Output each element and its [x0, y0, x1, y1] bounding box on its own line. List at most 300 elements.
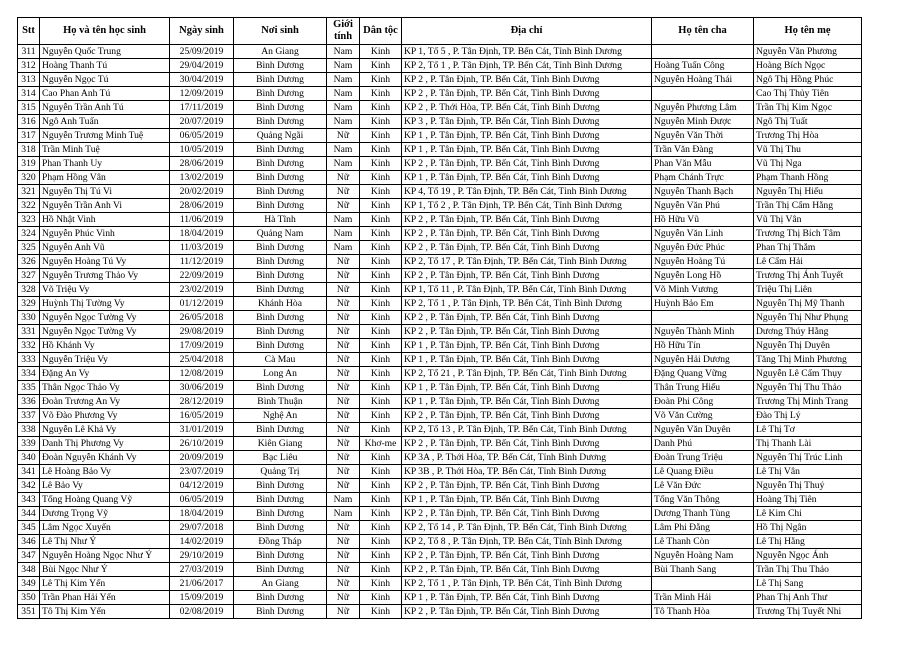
- cell-ethnicity: Kinh: [360, 423, 402, 437]
- cell-mother-name: Hoàng Thị Tiên: [754, 493, 862, 507]
- table-row: [18, 115, 862, 129]
- cell-address: KP 2 , P. Tân Định, TP. Bến Cát, Tỉnh Bình Dương: [402, 241, 652, 255]
- cell-ethnicity: Kinh: [360, 59, 402, 73]
- cell-birth-date: 29/04/2019: [170, 59, 234, 73]
- cell-birth-date: 20/02/2019: [170, 185, 234, 199]
- table-row: [18, 549, 862, 563]
- cell-gender: Nữ: [327, 437, 360, 451]
- cell-ethnicity: Kinh: [360, 493, 402, 507]
- cell-address: KP 2 , P. Tân Định, TP. Bến Cát, Tỉnh Bình Dương: [402, 507, 652, 521]
- cell-birth-date: 23/02/2019: [170, 283, 234, 297]
- cell-address: KP 2 , P. Tân Định, TP. Bến Cát, Tỉnh Bình Dương: [402, 549, 652, 563]
- cell-stt: 350: [18, 591, 40, 605]
- cell-address: KP 1 , P. Tân Định, TP. Bến Cát, Tỉnh Bình Dương: [402, 129, 652, 143]
- cell-father-name: Nguyễn Văn Duyên: [652, 423, 754, 437]
- cell-gender: Nữ: [327, 283, 360, 297]
- cell-address: KP 2 , P. Tân Định, TP. Bến Cát, Tỉnh Bình Dương: [402, 157, 652, 171]
- table-row: [18, 213, 862, 227]
- table-row: [18, 325, 862, 339]
- cell-stt: 337: [18, 409, 40, 423]
- cell-student-name: Lê Thị Như Ý: [40, 535, 170, 549]
- cell-stt: 319: [18, 157, 40, 171]
- cell-gender: Nữ: [327, 395, 360, 409]
- cell-father-name: Tô Thanh Hòa: [652, 605, 754, 619]
- cell-student-name: Võ Đào Phương Vy: [40, 409, 170, 423]
- table-row: [18, 465, 862, 479]
- cell-student-name: Trần Phan Hải Yến: [40, 591, 170, 605]
- cell-birth-date: 29/07/2018: [170, 521, 234, 535]
- cell-gender: Nữ: [327, 171, 360, 185]
- cell-gender: Nam: [327, 101, 360, 115]
- cell-father-name: Danh Phú: [652, 437, 754, 451]
- cell-mother-name: Ngô Thị Hồng Phúc: [754, 73, 862, 87]
- cell-mother-name: Trương Thị Ánh Tuyết: [754, 269, 862, 283]
- cell-student-name: Nguyễn Hoàng Ngọc Như Ý: [40, 549, 170, 563]
- cell-birth-place: Bình Dương: [234, 87, 327, 101]
- cell-gender: Nữ: [327, 577, 360, 591]
- cell-student-name: Hồ Khánh Vy: [40, 339, 170, 353]
- cell-address: KP 2, Tổ 17 , P. Tân Định, TP. Bến Cát, Tỉnh Bình Dương: [402, 255, 652, 269]
- cell-student-name: Nguyễn Trần Anh Vi: [40, 199, 170, 213]
- cell-student-name: Nguyễn Ngọc Tường Vy: [40, 311, 170, 325]
- cell-mother-name: Hoàng Bích Ngọc: [754, 59, 862, 73]
- cell-father-name: Trần Văn Đàng: [652, 143, 754, 157]
- cell-father-name: Võ Minh Vương: [652, 283, 754, 297]
- cell-gender: Nữ: [327, 563, 360, 577]
- cell-stt: 318: [18, 143, 40, 157]
- table-row: [18, 339, 862, 353]
- cell-ethnicity: Kinh: [360, 367, 402, 381]
- cell-student-name: Nguyễn Ngọc Tú: [40, 73, 170, 87]
- cell-address: KP 2, Tổ 1 , P. Tân Định, TP. Bến Cát, Tỉnh Bình Dương: [402, 577, 652, 591]
- cell-ethnicity: Kinh: [360, 185, 402, 199]
- cell-birth-place: Bình Dương: [234, 185, 327, 199]
- cell-birth-date: 11/12/2019: [170, 255, 234, 269]
- cell-student-name: Võ Triệu Vy: [40, 283, 170, 297]
- cell-mother-name: Phạm Thanh Hồng: [754, 171, 862, 185]
- cell-gender: Nam: [327, 213, 360, 227]
- cell-stt: 327: [18, 269, 40, 283]
- cell-birth-date: 20/07/2019: [170, 115, 234, 129]
- cell-address: KP 2 , P. Tân Định, TP. Bến Cát, Tỉnh Bình Dương: [402, 605, 652, 619]
- cell-father-name: Nguyễn Đức Phúc: [652, 241, 754, 255]
- cell-address: KP 2 , P. Tân Định, TP. Bến Cát, Tỉnh Bình Dương: [402, 437, 652, 451]
- cell-ethnicity: Kinh: [360, 451, 402, 465]
- cell-gender: Nữ: [327, 479, 360, 493]
- cell-birth-place: Bình Dương: [234, 143, 327, 157]
- cell-birth-place: An Giang: [234, 577, 327, 591]
- cell-student-name: Đặng An Vy: [40, 367, 170, 381]
- cell-student-name: Ngô Anh Tuấn: [40, 115, 170, 129]
- cell-gender: Nữ: [327, 185, 360, 199]
- cell-father-name: Lê Thanh Còn: [652, 535, 754, 549]
- cell-stt: 329: [18, 297, 40, 311]
- cell-ethnicity: Kinh: [360, 269, 402, 283]
- cell-ethnicity: Kinh: [360, 227, 402, 241]
- table-row: [18, 129, 862, 143]
- cell-mother-name: Lê Kim Chi: [754, 507, 862, 521]
- cell-mother-name: Nguyễn Ngọc Ánh: [754, 549, 862, 563]
- cell-ethnicity: Kinh: [360, 87, 402, 101]
- cell-gender: Nam: [327, 157, 360, 171]
- cell-address: KP 1 , P. Tân Định, TP. Bến Cát, Tỉnh Bình Dương: [402, 493, 652, 507]
- cell-mother-name: Phan Thị Anh Thư: [754, 591, 862, 605]
- cell-address: KP 1 , P. Tân Định, TP. Bến Cát, Tỉnh Bình Dương: [402, 381, 652, 395]
- table-row: [18, 283, 862, 297]
- cell-gender: Nữ: [327, 269, 360, 283]
- cell-father-name: Nguyễn Văn Linh: [652, 227, 754, 241]
- cell-ethnicity: Kinh: [360, 465, 402, 479]
- table-row: [18, 227, 862, 241]
- cell-ethnicity: Kinh: [360, 339, 402, 353]
- table-row: [18, 241, 862, 255]
- cell-birth-place: Bình Dương: [234, 59, 327, 73]
- cell-address: KP 2 , P. Tân Định, TP. Bến Cát, Tỉnh Bình Dương: [402, 87, 652, 101]
- cell-student-name: Cao Phan Anh Tú: [40, 87, 170, 101]
- cell-birth-date: 22/09/2019: [170, 269, 234, 283]
- cell-stt: 347: [18, 549, 40, 563]
- cell-address: KP 1 , P. Tân Định, TP. Bến Cát, Tỉnh Bình Dương: [402, 591, 652, 605]
- cell-mother-name: Nguyễn Thị Duyên: [754, 339, 862, 353]
- cell-birth-place: Bình Dương: [234, 563, 327, 577]
- cell-student-name: Nguyễn Quốc Trung: [40, 45, 170, 59]
- col-header-address: Địa chỉ: [402, 18, 652, 45]
- cell-birth-place: Đồng Tháp: [234, 535, 327, 549]
- cell-gender: Nữ: [327, 521, 360, 535]
- table-row: [18, 423, 862, 437]
- col-header-father-name: Họ tên cha: [652, 18, 754, 45]
- cell-birth-place: Long An: [234, 367, 327, 381]
- cell-ethnicity: Kinh: [360, 563, 402, 577]
- cell-student-name: Thân Ngọc Thảo Vy: [40, 381, 170, 395]
- cell-birth-date: 16/05/2019: [170, 409, 234, 423]
- cell-birth-date: 25/04/2018: [170, 353, 234, 367]
- cell-father-name: Tống Văn Thông: [652, 493, 754, 507]
- cell-mother-name: Triệu Thị Liên: [754, 283, 862, 297]
- cell-ethnicity: Kinh: [360, 577, 402, 591]
- cell-birth-place: Bình Dương: [234, 115, 327, 129]
- cell-birth-date: 18/04/2019: [170, 507, 234, 521]
- cell-gender: Nam: [327, 241, 360, 255]
- cell-stt: 330: [18, 311, 40, 325]
- cell-birth-date: 12/08/2019: [170, 367, 234, 381]
- cell-mother-name: Nguyễn Thị Hiếu: [754, 185, 862, 199]
- cell-ethnicity: Kinh: [360, 241, 402, 255]
- col-header-birth-place: Nơi sinh: [234, 18, 327, 45]
- table-row: [18, 185, 862, 199]
- cell-mother-name: Nguyễn Thị Trúc Linh: [754, 451, 862, 465]
- cell-mother-name: Lê Cẩm Hải: [754, 255, 862, 269]
- cell-ethnicity: Kinh: [360, 549, 402, 563]
- cell-birth-date: 28/06/2019: [170, 199, 234, 213]
- cell-ethnicity: Kinh: [360, 101, 402, 115]
- cell-stt: 332: [18, 339, 40, 353]
- cell-address: KP 1 , P. Tân Định, TP. Bến Cát, Tỉnh Bình Dương: [402, 339, 652, 353]
- cell-birth-date: 13/02/2019: [170, 171, 234, 185]
- cell-birth-date: 15/09/2019: [170, 591, 234, 605]
- cell-ethnicity: Kinh: [360, 535, 402, 549]
- cell-birth-place: Bình Dương: [234, 493, 327, 507]
- cell-father-name: [652, 87, 754, 101]
- cell-mother-name: Nguyễn Thị Thu Thảo: [754, 381, 862, 395]
- cell-stt: 311: [18, 45, 40, 59]
- cell-address: KP 2 , P. Tân Định, TP. Bến Cát, Tỉnh Bình Dương: [402, 73, 652, 87]
- cell-stt: 335: [18, 381, 40, 395]
- cell-stt: 325: [18, 241, 40, 255]
- cell-address: KP 2 , P. Thới Hòa, TP. Bến Cát, Tỉnh Bình Dương: [402, 101, 652, 115]
- cell-birth-place: Bình Dương: [234, 339, 327, 353]
- cell-address: KP 3A , P. Thới Hòa, TP. Bến Cát, Tỉnh Bình Dương: [402, 451, 652, 465]
- cell-father-name: Bùi Thanh Sang: [652, 563, 754, 577]
- cell-mother-name: Phan Thị Thắm: [754, 241, 862, 255]
- cell-birth-place: Bình Dương: [234, 73, 327, 87]
- cell-birth-place: Nghệ An: [234, 409, 327, 423]
- cell-ethnicity: Kinh: [360, 283, 402, 297]
- table-row: [18, 605, 862, 619]
- cell-student-name: Phan Thanh Uy: [40, 157, 170, 171]
- cell-gender: Nam: [327, 143, 360, 157]
- cell-ethnicity: Kinh: [360, 353, 402, 367]
- table-row: [18, 381, 862, 395]
- cell-gender: Nữ: [327, 129, 360, 143]
- cell-birth-place: Quảng Nam: [234, 227, 327, 241]
- cell-birth-place: Bình Thuận: [234, 395, 327, 409]
- cell-stt: 342: [18, 479, 40, 493]
- cell-mother-name: Đào Thị Lý: [754, 409, 862, 423]
- cell-stt: 346: [18, 535, 40, 549]
- cell-student-name: Dương Trọng Vỹ: [40, 507, 170, 521]
- cell-ethnicity: Kinh: [360, 297, 402, 311]
- cell-father-name: Nguyễn Văn Phú: [652, 199, 754, 213]
- cell-student-name: Lê Thị Kim Yến: [40, 577, 170, 591]
- cell-father-name: Huỳnh Bảo Em: [652, 297, 754, 311]
- cell-address: KP 2 , P. Tân Định, TP. Bến Cát, Tỉnh Bình Dương: [402, 325, 652, 339]
- cell-birth-place: Bình Dương: [234, 591, 327, 605]
- cell-address: KP 1 , P. Tân Định, TP. Bến Cát, Tỉnh Bình Dương: [402, 143, 652, 157]
- table-header-row: [18, 18, 862, 45]
- cell-stt: 317: [18, 129, 40, 143]
- cell-student-name: Nguyễn Triệu Vy: [40, 353, 170, 367]
- cell-gender: Nữ: [327, 199, 360, 213]
- cell-stt: 322: [18, 199, 40, 213]
- cell-student-name: Huỳnh Thị Tường Vy: [40, 297, 170, 311]
- cell-birth-place: Bình Dương: [234, 157, 327, 171]
- cell-stt: 344: [18, 507, 40, 521]
- cell-gender: Nữ: [327, 381, 360, 395]
- cell-stt: 340: [18, 451, 40, 465]
- cell-address: KP 2 , P. Tân Định, TP. Bến Cát, Tỉnh Bình Dương: [402, 409, 652, 423]
- cell-ethnicity: Kinh: [360, 115, 402, 129]
- cell-stt: 339: [18, 437, 40, 451]
- cell-student-name: Nguyễn Lê Khả Vy: [40, 423, 170, 437]
- cell-gender: Nữ: [327, 423, 360, 437]
- cell-student-name: Nguyễn Ngọc Tường Vy: [40, 325, 170, 339]
- col-header-mother-name: Họ tên mẹ: [754, 18, 862, 45]
- cell-gender: Nam: [327, 115, 360, 129]
- cell-gender: Nữ: [327, 605, 360, 619]
- cell-birth-place: Bình Dương: [234, 325, 327, 339]
- cell-ethnicity: Kinh: [360, 73, 402, 87]
- col-header-birth-date: Ngày sinh: [170, 18, 234, 45]
- cell-stt: 316: [18, 115, 40, 129]
- cell-birth-date: 04/12/2019: [170, 479, 234, 493]
- cell-birth-date: 12/09/2019: [170, 87, 234, 101]
- table-row: [18, 479, 862, 493]
- cell-father-name: Đoàn Phi Công: [652, 395, 754, 409]
- cell-birth-date: 20/09/2019: [170, 451, 234, 465]
- cell-father-name: Nguyễn Thành Minh: [652, 325, 754, 339]
- cell-ethnicity: Kinh: [360, 605, 402, 619]
- cell-student-name: Phạm Hồng Vân: [40, 171, 170, 185]
- cell-birth-place: Bạc Liêu: [234, 451, 327, 465]
- cell-birth-date: 31/01/2019: [170, 423, 234, 437]
- table-row: [18, 521, 862, 535]
- cell-student-name: Nguyễn Phúc Vinh: [40, 227, 170, 241]
- cell-student-name: Tô Thị Kim Yến: [40, 605, 170, 619]
- cell-birth-date: 14/02/2019: [170, 535, 234, 549]
- cell-mother-name: Nguyễn Thị Mỹ Thanh: [754, 297, 862, 311]
- cell-birth-date: 10/05/2019: [170, 143, 234, 157]
- table-row: [18, 311, 862, 325]
- cell-father-name: Trần Minh Hải: [652, 591, 754, 605]
- cell-birth-place: Hà Tĩnh: [234, 213, 327, 227]
- table-row: [18, 563, 862, 577]
- cell-birth-place: Bình Dương: [234, 549, 327, 563]
- cell-mother-name: Vũ Thị Vân: [754, 213, 862, 227]
- cell-birth-place: Bình Dương: [234, 101, 327, 115]
- cell-birth-place: Khánh Hòa: [234, 297, 327, 311]
- cell-mother-name: Ngô Thị Tuất: [754, 115, 862, 129]
- cell-father-name: Nguyễn Hải Dương: [652, 353, 754, 367]
- cell-gender: Nam: [327, 227, 360, 241]
- table-row: [18, 437, 862, 451]
- cell-ethnicity: Kinh: [360, 129, 402, 143]
- cell-birth-date: 26/10/2019: [170, 437, 234, 451]
- cell-student-name: Lê Bảo Vy: [40, 479, 170, 493]
- cell-birth-place: Bình Dương: [234, 605, 327, 619]
- cell-stt: 341: [18, 465, 40, 479]
- cell-mother-name: Trương Thị Minh Trang: [754, 395, 862, 409]
- col-header-ethnicity: Dân tộc: [360, 18, 402, 45]
- cell-birth-place: Bình Dương: [234, 311, 327, 325]
- cell-birth-date: 18/04/2019: [170, 227, 234, 241]
- cell-birth-date: 17/11/2019: [170, 101, 234, 115]
- cell-ethnicity: Kinh: [360, 507, 402, 521]
- cell-gender: Nữ: [327, 535, 360, 549]
- cell-stt: 345: [18, 521, 40, 535]
- cell-address: KP 2 , P. Tân Định, TP. Bến Cát, Tỉnh Bình Dương: [402, 479, 652, 493]
- table-row: [18, 395, 862, 409]
- col-header-stt: Stt: [18, 18, 40, 45]
- cell-stt: 328: [18, 283, 40, 297]
- table-row: [18, 73, 862, 87]
- cell-stt: 315: [18, 101, 40, 115]
- cell-birth-date: 01/12/2019: [170, 297, 234, 311]
- table-row: [18, 577, 862, 591]
- cell-gender: Nam: [327, 45, 360, 59]
- cell-address: KP 1 , P. Tân Định, TP. Bến Cát, Tỉnh Bình Dương: [402, 171, 652, 185]
- student-list-document: [17, 17, 862, 619]
- cell-father-name: Đặng Quang Vững: [652, 367, 754, 381]
- cell-gender: Nữ: [327, 465, 360, 479]
- cell-birth-place: Kiên Giang: [234, 437, 327, 451]
- cell-mother-name: Nguyễn Lê Cẩm Thụy: [754, 367, 862, 381]
- cell-gender: Nam: [327, 87, 360, 101]
- cell-birth-date: 27/03/2019: [170, 563, 234, 577]
- cell-birth-place: Bình Dương: [234, 423, 327, 437]
- cell-father-name: Hồ Hữu Vũ: [652, 213, 754, 227]
- table-row: [18, 353, 862, 367]
- cell-address: KP 2, Tổ 13 , P. Tân Định, TP. Bến Cát, Tỉnh Bình Dương: [402, 423, 652, 437]
- cell-gender: Nữ: [327, 297, 360, 311]
- cell-birth-date: 25/09/2019: [170, 45, 234, 59]
- cell-gender: Nữ: [327, 339, 360, 353]
- cell-birth-place: Bình Dương: [234, 241, 327, 255]
- cell-stt: 331: [18, 325, 40, 339]
- cell-student-name: Trần Minh Tuệ: [40, 143, 170, 157]
- cell-birth-date: 28/06/2019: [170, 157, 234, 171]
- cell-student-name: Nguyễn Trần Anh Tú: [40, 101, 170, 115]
- cell-birth-date: 02/08/2019: [170, 605, 234, 619]
- cell-birth-date: 21/06/2017: [170, 577, 234, 591]
- table-row: [18, 171, 862, 185]
- cell-address: KP 1, Tổ 11 , P. Tân Định, TP. Bến Cát, Tỉnh Bình Dương: [402, 283, 652, 297]
- cell-student-name: Nguyễn Hoàng Tú Vy: [40, 255, 170, 269]
- cell-stt: 334: [18, 367, 40, 381]
- table-row: [18, 451, 862, 465]
- cell-mother-name: Trần Thị Thu Thảo: [754, 563, 862, 577]
- cell-mother-name: Lê Thị Sang: [754, 577, 862, 591]
- cell-stt: 320: [18, 171, 40, 185]
- cell-birth-date: 06/05/2019: [170, 493, 234, 507]
- table-row: [18, 591, 862, 605]
- cell-birth-date: 29/10/2019: [170, 549, 234, 563]
- cell-student-name: Bùi Ngọc Như Ý: [40, 563, 170, 577]
- table-row: [18, 507, 862, 521]
- cell-father-name: Dương Thanh Tùng: [652, 507, 754, 521]
- cell-father-name: Đoàn Trung Triệu: [652, 451, 754, 465]
- cell-birth-place: Cà Mau: [234, 353, 327, 367]
- cell-gender: Nữ: [327, 451, 360, 465]
- cell-address: KP 2, Tổ 1 , P. Tân Định, TP. Bến Cát, Tỉnh Bình Dương: [402, 59, 652, 73]
- cell-stt: 323: [18, 213, 40, 227]
- cell-birth-place: Quảng Trị: [234, 465, 327, 479]
- cell-father-name: Thân Trung Hiếu: [652, 381, 754, 395]
- cell-ethnicity: Kinh: [360, 591, 402, 605]
- cell-gender: Nữ: [327, 367, 360, 381]
- cell-student-name: Danh Thị Phương Vy: [40, 437, 170, 451]
- cell-father-name: [652, 311, 754, 325]
- cell-stt: 321: [18, 185, 40, 199]
- table-row: [18, 59, 862, 73]
- cell-father-name: Hồ Hữu Tín: [652, 339, 754, 353]
- cell-mother-name: Lê Thị Vân: [754, 465, 862, 479]
- table-row: [18, 143, 862, 157]
- cell-birth-date: 11/06/2019: [170, 213, 234, 227]
- cell-stt: 338: [18, 423, 40, 437]
- cell-birth-place: Bình Dương: [234, 269, 327, 283]
- table-row: [18, 409, 862, 423]
- cell-gender: Nữ: [327, 549, 360, 563]
- cell-birth-date: 29/08/2019: [170, 325, 234, 339]
- cell-birth-place: Bình Dương: [234, 507, 327, 521]
- cell-gender: Nữ: [327, 591, 360, 605]
- cell-gender: Nữ: [327, 409, 360, 423]
- table-row: [18, 101, 862, 115]
- cell-birth-place: Bình Dương: [234, 479, 327, 493]
- cell-stt: 343: [18, 493, 40, 507]
- cell-ethnicity: Kinh: [360, 157, 402, 171]
